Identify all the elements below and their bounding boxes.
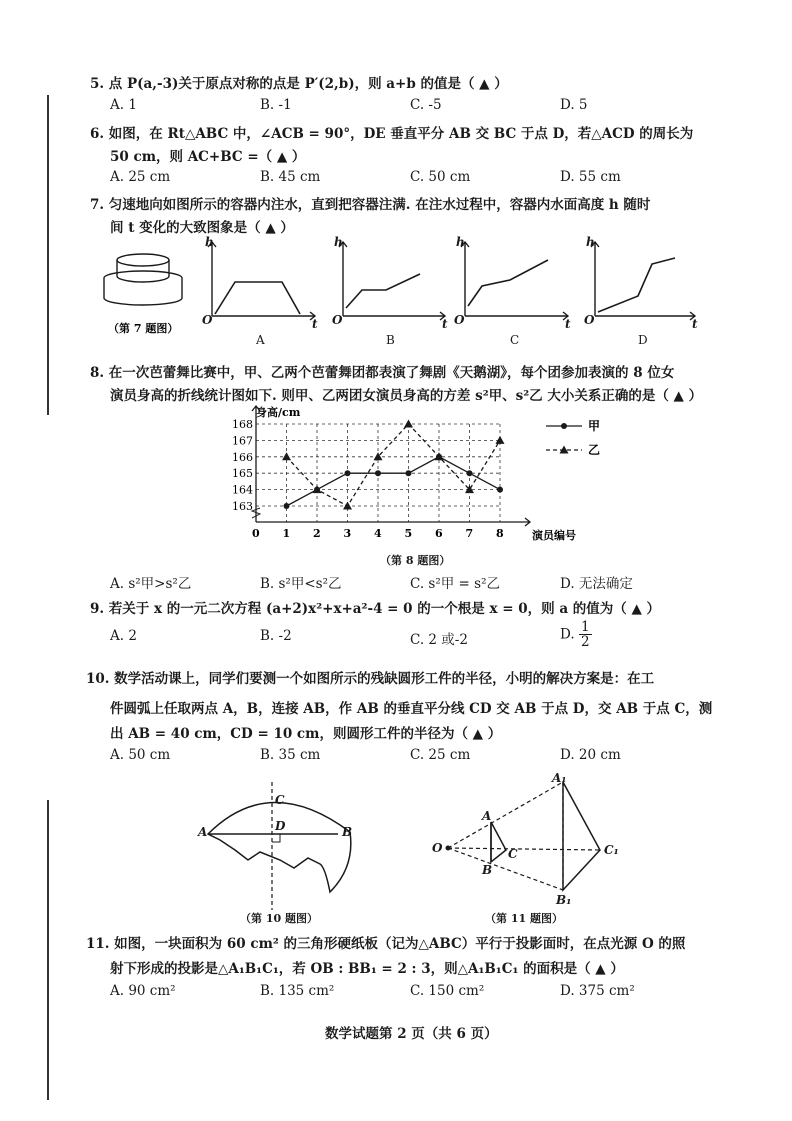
graph-a-label: A bbox=[256, 333, 265, 347]
height-line-chart bbox=[230, 402, 630, 562]
light-source-point bbox=[446, 846, 451, 851]
q9-option-d-fraction bbox=[579, 620, 592, 649]
q8-line1: 8. 在一次芭蕾舞比赛中，甲、乙两个芭蕾舞团都表演了舞剧《天鹅湖》，每个团参加表演的 8 位女 bbox=[90, 365, 675, 381]
data-point-series-2 bbox=[343, 502, 352, 510]
x-tick-label: 1 bbox=[282, 527, 291, 540]
x-tick-label: 6 bbox=[435, 527, 443, 540]
graph-a-origin: O bbox=[202, 313, 213, 327]
q8-caption: （第 8 题图） bbox=[380, 554, 451, 567]
legend-label-2: 乙 bbox=[588, 443, 601, 457]
graph-b bbox=[339, 242, 445, 320]
right-angle-mark bbox=[272, 834, 280, 842]
q11-caption: （第 11 题图） bbox=[485, 912, 563, 925]
q8-option-a: A. s²甲>s²乙 bbox=[110, 576, 192, 592]
graph-c-axis-t: t bbox=[565, 317, 571, 331]
graph-d-label: D bbox=[638, 333, 648, 347]
q10-line1: 10. 数学活动课上，同学们要测一个如图所示的残缺圆形工件的半径，小明的解决方案是：在工 bbox=[86, 671, 655, 687]
q8-line2: 演员身高的折线统计图如下. 则甲、乙两团女演员身高的方差 s²甲、s²乙 大小关系正确的是（ ▲ ） bbox=[110, 388, 703, 404]
q10-figure bbox=[190, 772, 370, 922]
data-point-series-1 bbox=[375, 470, 381, 476]
q10-option-b: B. 35 cm bbox=[260, 747, 321, 763]
data-point-series-2 bbox=[435, 452, 444, 460]
q5-text: 5. 点 P(a,-3)关于原点对称的点是 P′(2,b)，则 a+b 的值是（ ▲ ） bbox=[90, 76, 508, 92]
triangle-a1b1c1 bbox=[563, 782, 600, 890]
x-tick-label: 7 bbox=[465, 527, 474, 540]
q8-option-b: B. s²甲<s²乙 bbox=[260, 576, 342, 592]
series-line-2 bbox=[287, 424, 501, 506]
graph-c-origin: O bbox=[454, 313, 465, 327]
q8-option-c: C. s²甲 = s²乙 bbox=[410, 576, 501, 592]
chart-ylabel: 身高/cm bbox=[256, 406, 301, 419]
graph-d-origin: O bbox=[584, 313, 595, 327]
graph-a-axis-h: h bbox=[205, 236, 214, 249]
x-tick-label: 8 bbox=[496, 527, 504, 540]
q6-line1: 6. 如图，在 Rt△ABC 中，∠ACB = 90°，DE 垂直平分 AB 交 BC 于点 D，若△ACD 的周长为 bbox=[90, 126, 694, 142]
y-tick-label: 168 bbox=[232, 418, 253, 431]
x-tick-label: 4 bbox=[374, 527, 382, 540]
label-c: C bbox=[508, 847, 518, 861]
legend-marker-1 bbox=[561, 423, 567, 429]
q9-option-c: C. 2 或-2 bbox=[410, 632, 468, 648]
q8-option-d: D. 无法确定 bbox=[560, 576, 633, 592]
q10-option-c: C. 25 cm bbox=[410, 747, 471, 763]
axis-break-mark bbox=[252, 508, 260, 518]
q7-figures bbox=[90, 236, 792, 356]
data-point-series-1 bbox=[284, 503, 290, 509]
broken-circle-outline bbox=[208, 802, 351, 892]
fraction-numerator: 1 bbox=[580, 619, 590, 635]
graph-c bbox=[461, 242, 568, 320]
container-figure bbox=[104, 254, 182, 305]
q10-option-a: A. 50 cm bbox=[110, 747, 171, 763]
q7-line1: 7. 匀速地向如图所示的容器内注水，直到把容器注满. 在注水过程中，容器内水面高度 h 随时 bbox=[90, 197, 651, 213]
page-footer: 数学试题第 2 页（共 6 页） bbox=[325, 1026, 498, 1042]
q10-option-d: D. 20 cm bbox=[560, 747, 621, 763]
graph-d bbox=[591, 242, 695, 320]
graph-d-axis-t: t bbox=[692, 317, 698, 331]
q9-option-d bbox=[560, 620, 592, 649]
q5-option-c: C. -5 bbox=[410, 97, 442, 113]
x-tick-label: 3 bbox=[343, 527, 352, 540]
x-tick-label: 0 bbox=[252, 527, 260, 540]
q6-line2: 50 cm，则 AC+BC =（ ▲ ） bbox=[110, 149, 306, 165]
projection-line-c bbox=[448, 848, 600, 850]
label-a: A bbox=[198, 825, 208, 839]
q11-option-c: C. 150 cm² bbox=[410, 983, 485, 999]
q11-line2: 射下形成的投影是△A₁B₁C₁，若 OB : BB₁ = 2 : 3，则△A₁B₁C₁ 的面积是（ ▲ ） bbox=[110, 961, 624, 977]
label-o: O bbox=[432, 841, 443, 855]
y-tick-label: 167 bbox=[232, 434, 253, 448]
q9-text: 9. 若关于 x 的一元二次方程 (a+2)x²+x+a²-4 = 0 的一个根是 x = 0，则 a 的值为（ ▲ ） bbox=[90, 601, 661, 617]
label-b: B bbox=[482, 863, 493, 877]
q6-option-c: C. 50 cm bbox=[410, 169, 471, 185]
q11-figure bbox=[428, 770, 638, 910]
margin-line-bottom bbox=[47, 800, 49, 1100]
graph-b-label: B bbox=[386, 333, 395, 347]
q6-option-b: B. 45 cm bbox=[260, 169, 321, 185]
y-tick-label: 165 bbox=[232, 467, 253, 481]
q11-option-b: B. 135 cm² bbox=[260, 983, 335, 999]
series-line-1 bbox=[287, 457, 501, 506]
q6-option-a: A. 25 cm bbox=[110, 169, 171, 185]
graph-b-axis-t: t bbox=[442, 317, 448, 331]
q10-caption: （第 10 题图） bbox=[240, 912, 318, 925]
q6-option-d: D. 55 cm bbox=[560, 169, 621, 185]
graph-a bbox=[208, 242, 315, 320]
data-point-series-1 bbox=[497, 487, 503, 493]
label-b: B bbox=[342, 825, 353, 839]
label-b1: B₁ bbox=[556, 893, 572, 907]
graph-d-axis-h: h bbox=[586, 236, 595, 249]
q7-caption: （第 7 题图） bbox=[108, 322, 179, 335]
y-tick-label: 166 bbox=[232, 450, 253, 464]
triangle-abc bbox=[491, 822, 506, 862]
q5-option-a: A. 1 bbox=[110, 97, 137, 113]
data-point-series-2 bbox=[496, 436, 505, 444]
q11-line1: 11. 如图，一块面积为 60 cm² 的三角形硬纸板（记为△ABC）平行于投影面时，在点光源 O 的照 bbox=[86, 936, 686, 952]
fraction-denominator: 2 bbox=[580, 634, 590, 650]
x-tick-label: 2 bbox=[313, 527, 321, 540]
data-point-series-2 bbox=[404, 420, 413, 428]
graph-b-axis-h: h bbox=[334, 236, 343, 249]
projection-line-a bbox=[448, 782, 563, 848]
graph-a-axis-t: t bbox=[312, 317, 318, 331]
q9-option-b: B. -2 bbox=[260, 628, 292, 644]
legend-label-1: 甲 bbox=[588, 419, 601, 433]
q11-option-d: D. 375 cm² bbox=[560, 983, 635, 999]
label-a: A bbox=[482, 809, 492, 823]
q5-option-d: D. 5 bbox=[560, 97, 588, 113]
projection-line-b bbox=[448, 848, 563, 890]
y-tick-label: 163 bbox=[232, 500, 253, 513]
q10-line2: 件圆弧上任取两点 A，B，连接 AB，作 AB 的垂直平分线 CD 交 AB 于点 D，交 AB 于点 C，测 bbox=[110, 701, 713, 717]
data-point-series-1 bbox=[406, 470, 412, 476]
data-point-series-2 bbox=[282, 452, 291, 460]
label-c1: C₁ bbox=[604, 843, 619, 857]
q10-line3: 出 AB = 40 cm，CD = 10 cm，则圆形工件的半径为（ ▲ ） bbox=[110, 726, 502, 742]
label-a1: A₁ bbox=[552, 771, 567, 785]
q5-option-b: B. -1 bbox=[260, 97, 292, 113]
graph-c-label: C bbox=[510, 333, 520, 347]
data-point-series-2 bbox=[313, 485, 322, 493]
q11-option-a: A. 90 cm² bbox=[110, 983, 176, 999]
graph-c-axis-h: h bbox=[456, 236, 465, 249]
data-point-series-1 bbox=[345, 470, 351, 476]
y-tick-label: 164 bbox=[232, 483, 253, 497]
x-tick-label: 5 bbox=[404, 527, 413, 540]
label-c: C bbox=[275, 793, 285, 807]
margin-line-top bbox=[47, 95, 49, 415]
label-d: D bbox=[275, 819, 286, 833]
graph-b-origin: O bbox=[332, 313, 343, 327]
q7-line2: 间 t 变化的大致图象是（ ▲ ） bbox=[110, 220, 294, 236]
chart-xlabel: 演员编号 bbox=[532, 529, 576, 542]
data-point-series-1 bbox=[467, 470, 473, 476]
q9-option-a: A. 2 bbox=[110, 628, 137, 644]
q9-option-d-label: D. bbox=[560, 626, 575, 643]
